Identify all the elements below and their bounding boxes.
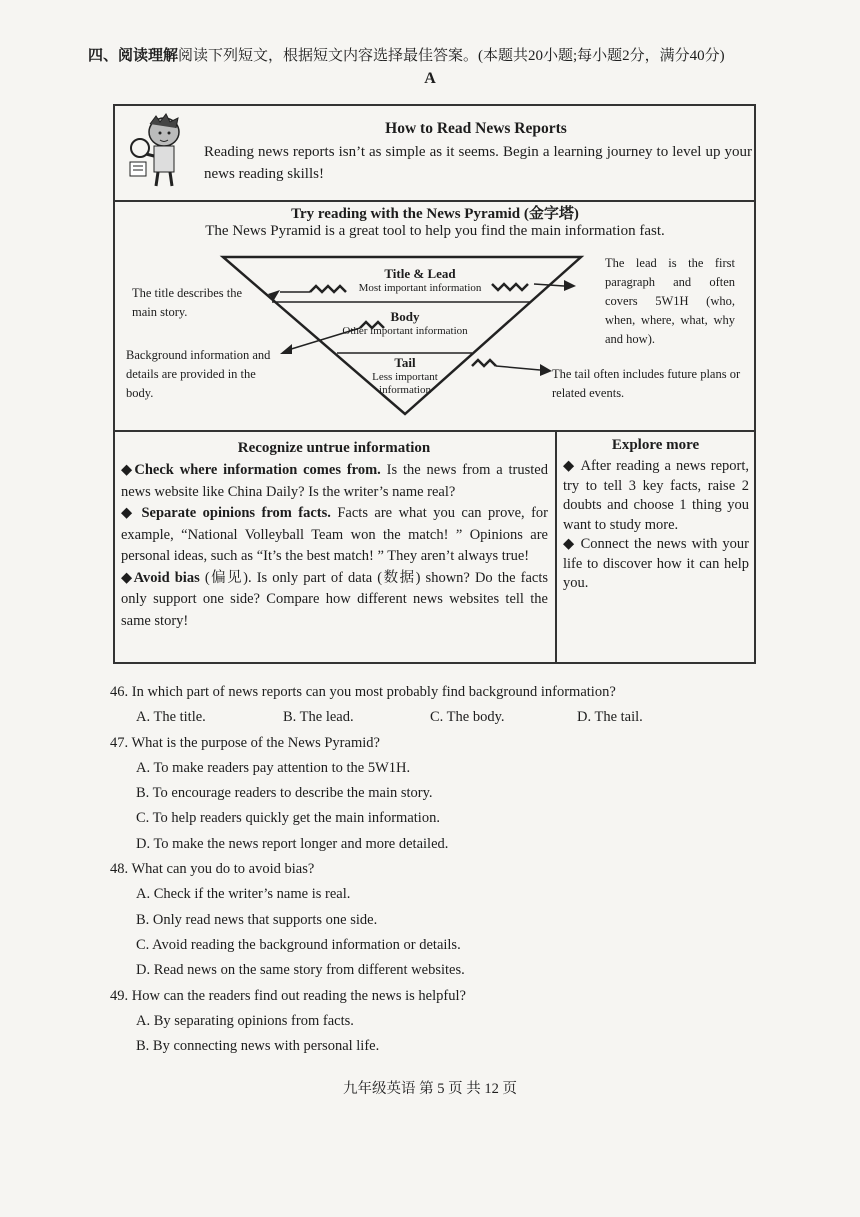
option-row bbox=[110, 705, 750, 730]
answer-option[interactable]: C. Avoid reading the background information or details. bbox=[136, 936, 461, 953]
section-label: 四、阅读理解 bbox=[88, 48, 179, 64]
tip bbox=[121, 460, 548, 503]
section-instruction: 阅读下列短文，根据短文内容选择最佳答案。(本题共20小题;每小题2分，满分40分) bbox=[178, 48, 725, 64]
question-stem: 46. In which part of news reports can you most probably find background information? bbox=[110, 684, 616, 700]
level-sub: Most important information bbox=[358, 282, 482, 294]
tip-head: Check where information comes from. bbox=[134, 462, 381, 478]
divider bbox=[115, 430, 754, 432]
answer-option[interactable]: C. To help readers quickly get the main information. bbox=[136, 810, 440, 827]
answer-option[interactable]: B. To encourage readers to describe the main story. bbox=[136, 785, 433, 802]
tip-text: (偏见). Is only part of data (数据) shown? Do the facts only support one side? Compare how different news websites tell the same story! bbox=[121, 569, 548, 629]
level-sub: Other important information bbox=[342, 325, 468, 337]
pyramid-intro: The News Pyramid is a great tool to help you find the main information fast. bbox=[205, 223, 665, 239]
pyramid-level-body bbox=[340, 309, 470, 338]
level-heading: Title & Lead bbox=[384, 266, 456, 281]
diamond-bullet-icon: ◆ bbox=[563, 536, 581, 552]
answer-option[interactable]: B. By connecting news with personal life. bbox=[136, 1038, 380, 1055]
tip bbox=[121, 503, 548, 568]
answer-option[interactable]: D. The tail. bbox=[577, 709, 643, 726]
tip-text: Is the news from a trusted news website like China Daily? Is the writer’s name real? bbox=[121, 462, 548, 500]
explore-title: Explore more bbox=[611, 437, 700, 453]
tip bbox=[563, 535, 749, 594]
tip-head: Separate opinions from facts. bbox=[141, 505, 331, 521]
note-title: The title describes the main story. bbox=[132, 286, 243, 319]
diamond-bullet-icon: ◆ bbox=[121, 569, 134, 586]
box-title: How to Read News Reports bbox=[385, 120, 567, 137]
passage-letter: A bbox=[424, 70, 436, 87]
tip-text: Connect the news with your life to discover how it can help you. bbox=[563, 536, 749, 591]
answer-option[interactable]: D. To make the news report longer and more detailed. bbox=[136, 835, 449, 852]
answer-option[interactable]: C. The body. bbox=[430, 709, 505, 726]
question-stem: 47. What is the purpose of the News Pyramid? bbox=[110, 734, 380, 751]
answer-option[interactable]: A. By separating opinions from facts. bbox=[136, 1012, 354, 1029]
note-body: Background information and details are provided in the body. bbox=[126, 348, 271, 400]
answer-option[interactable]: B. The lead. bbox=[283, 709, 354, 726]
answer-option[interactable]: A. The title. bbox=[136, 709, 206, 726]
answer-option[interactable]: A. To make readers pay attention to the 5W1H. bbox=[136, 759, 411, 776]
recognize-tips bbox=[121, 460, 548, 632]
diamond-bullet-icon: ◆ bbox=[121, 505, 142, 521]
explore-tips bbox=[563, 457, 749, 594]
question-stem: 48. What can you do to avoid bias? bbox=[110, 861, 315, 878]
pyramid-level-title-lead bbox=[300, 266, 540, 295]
level-heading: Body bbox=[390, 309, 420, 324]
section-header bbox=[88, 44, 725, 65]
note-lead: The lead is the first paragraph and often covers 5W1H (who, when, where, what, why and how). bbox=[605, 256, 735, 346]
pyramid-level-tail bbox=[355, 355, 455, 397]
box-intro: Reading news reports isn’t as simple as it seems. Begin a learning journey to level up your news reading skills! bbox=[204, 144, 752, 182]
recognize-title: Recognize untrue information bbox=[237, 440, 431, 456]
tip-text: Facts are what you can prove, for example, “National Volleyball Team won the match! ” Opinions are personal ideas, such as “It’s the best match! ” They aren’t always true! bbox=[121, 505, 548, 564]
diamond-bullet-icon: ◆ bbox=[121, 462, 135, 478]
tip-head: Avoid bias bbox=[133, 569, 200, 586]
answer-option[interactable]: D. Read news on the same story from different websites. bbox=[136, 962, 465, 979]
level-heading: Tail bbox=[394, 355, 416, 370]
question-stem: 49. How can the readers find out reading the news is helpful? bbox=[110, 987, 466, 1004]
answer-option[interactable]: A. Check if the writer’s name is real. bbox=[136, 886, 351, 903]
column-divider bbox=[555, 430, 557, 664]
page-footer: 九年级英语 第 5 页 共 12 页 bbox=[343, 1081, 517, 1097]
question-list bbox=[110, 680, 750, 1059]
reader-mascot-illustration bbox=[126, 112, 190, 190]
answer-option[interactable]: B. Only read news that supports one side. bbox=[136, 911, 378, 928]
tip bbox=[121, 568, 548, 633]
diamond-bullet-icon: ◆ bbox=[563, 458, 581, 474]
tip bbox=[563, 457, 749, 535]
tip-text: After reading a news report, try to tell 3 key facts, raise 2 doubts and choose 1 thing you want to study more. bbox=[563, 458, 749, 533]
level-sub: Less important information bbox=[372, 371, 438, 396]
note-tail: The tail often includes future plans or related events. bbox=[552, 367, 741, 400]
pyramid-title: Try reading with the News Pyramid (金字塔) bbox=[291, 206, 579, 222]
